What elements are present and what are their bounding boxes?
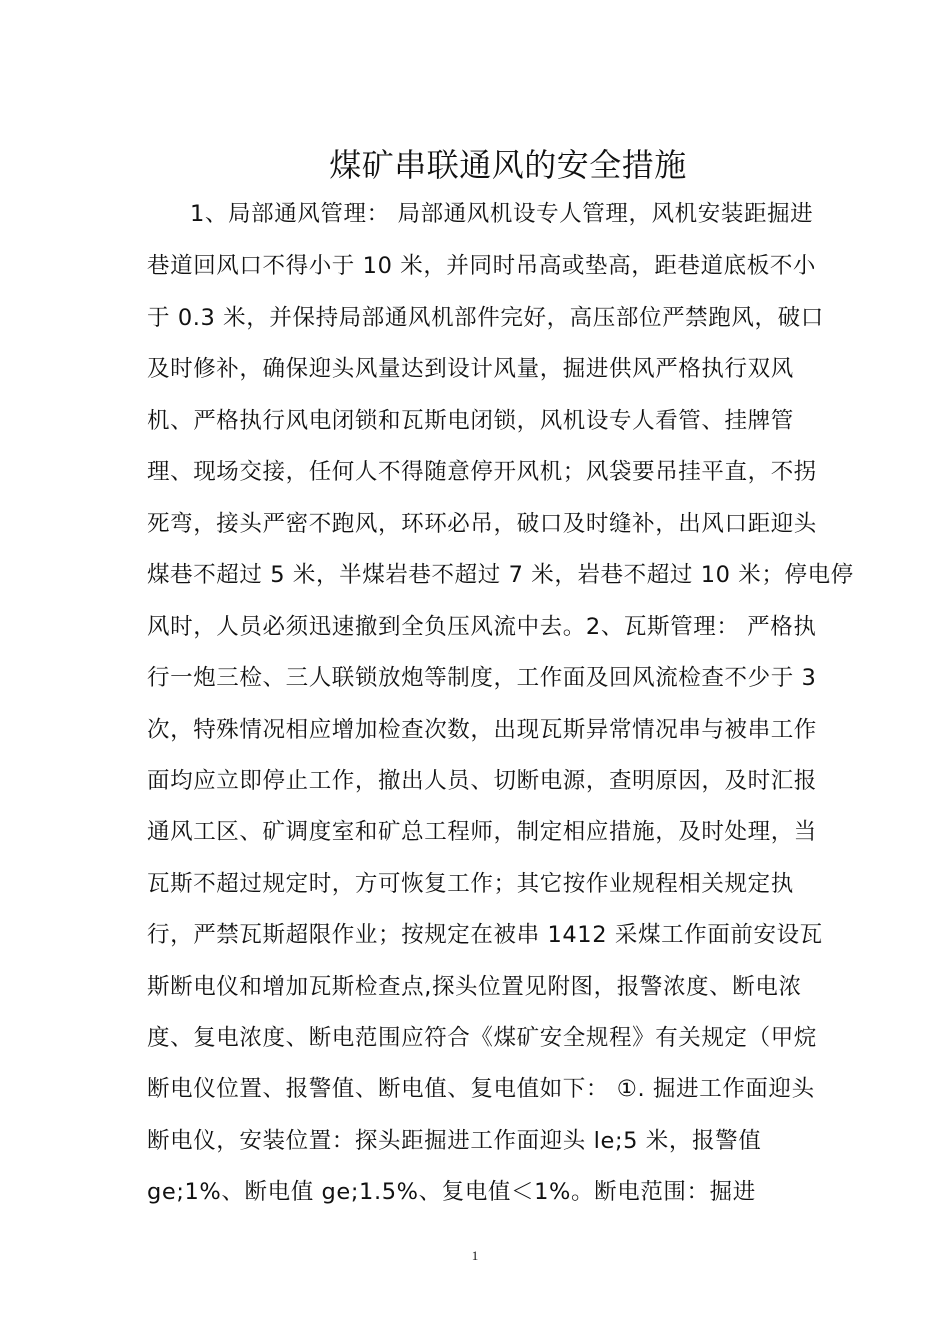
body-line: 面均应立即停止工作，撤出人员、切断电源，查明原因，及时汇报	[147, 768, 817, 794]
body-line: 理、现场交接，任何人不得随意停开风机；风袋要吊挂平直，不拐	[147, 459, 817, 485]
body-line: 巷道回风口不得小于 10 米，并同时吊高或垫高，距巷道底板不小	[147, 253, 817, 279]
body-line: 瓦斯不超过规定时，方可恢复工作；其它按作业规程相关规定执	[147, 871, 794, 897]
body-line: 1、局部通风管理： 局部通风机设专人管理，风机安装距掘进	[190, 201, 814, 227]
body-line: 斯断电仪和增加瓦斯检查点,探头位置见附图，报警浓度、断电浓	[147, 974, 802, 1000]
body-line: 死弯，接头严密不跑风，环环必吊，破口及时缝补，出风口距迎头	[147, 511, 817, 537]
page-title: 煤矿串联通风的安全措施	[329, 146, 687, 185]
body-line: 断电仪，安装位置：探头距掘进工作面迎头 le;5 米，报警值	[147, 1128, 762, 1154]
page-number: 1	[471, 1248, 479, 1263]
body-line: 机、严格执行风电闭锁和瓦斯电闭锁，风机设专人看管、挂牌管	[147, 408, 794, 434]
body-line: 行，严禁瓦斯超限作业；按规定在被串 1412 采煤工作面前安设瓦	[147, 922, 823, 948]
body-line: 煤巷不超过 5 米，半煤岩巷不超过 7 米，岩巷不超过 10 米；停电停	[147, 562, 854, 588]
body-line: 次，特殊情况相应增加检查次数，出现瓦斯异常情况串与被串工作	[147, 717, 817, 743]
body-line: 于 0.3 米，并保持局部通风机部件完好，高压部位严禁跑风，破口	[147, 305, 824, 331]
body-line: 风时，人员必须迅速撤到全负压风流中去。2、瓦斯管理： 严格执	[147, 614, 817, 640]
body-line: 度、复电浓度、断电范围应符合《煤矿安全规程》有关规定（甲烷	[147, 1025, 817, 1051]
body-line: 行一炮三检、三人联锁放炮等制度，工作面及回风流检查不少于 3	[147, 665, 817, 691]
body-line: ge;1%、断电值 ge;1.5%、复电值＜1%。断电范围：掘进	[147, 1179, 756, 1205]
body-line: 通风工区、矿调度室和矿总工程师，制定相应措施，及时处理，当	[147, 819, 817, 845]
body-line: 断电仪位置、报警值、断电值、复电值如下： ①. 掘进工作面迎头	[147, 1076, 815, 1102]
body-line: 及时修补，确保迎头风量达到设计风量，掘进供风严格执行双风	[147, 356, 794, 382]
